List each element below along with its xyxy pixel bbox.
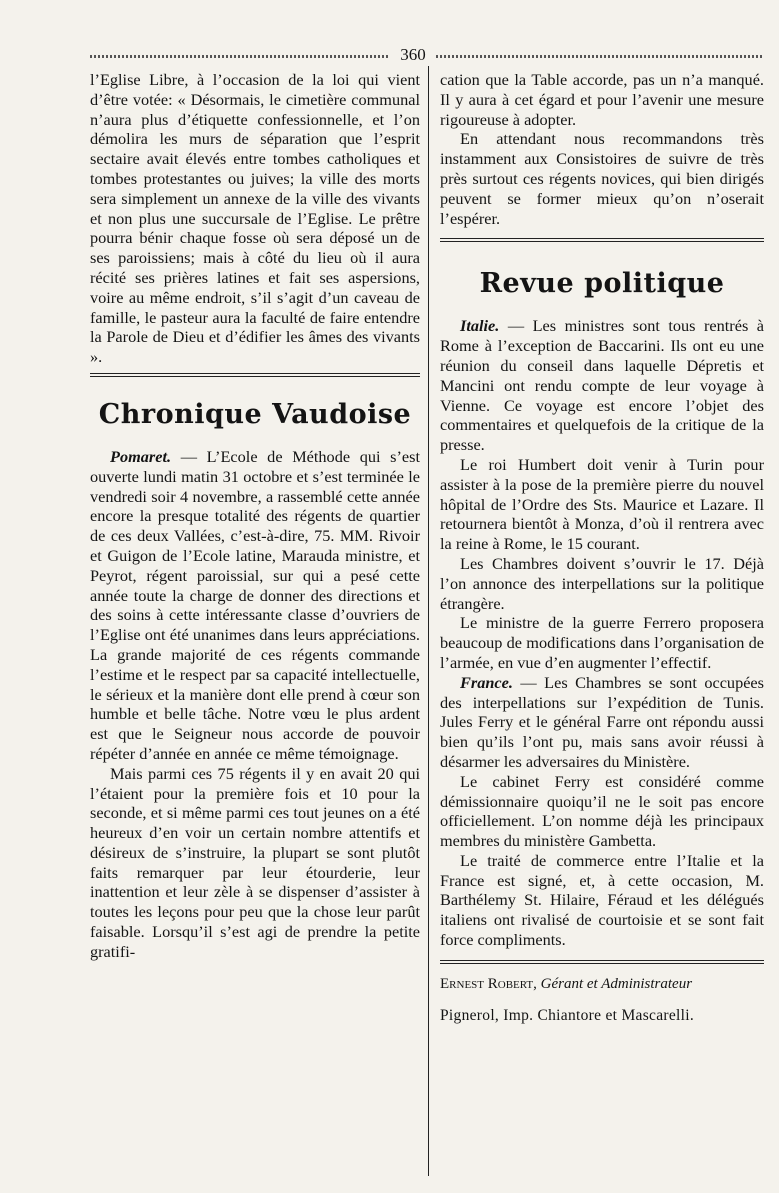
imprint-line: Pignerol, Imp. Chiantore et Mascarelli. [440, 1006, 695, 1024]
place-heading-france: France. [460, 672, 513, 692]
place-heading-pomaret: Pomaret. [110, 446, 172, 466]
right-column [440, 70, 764, 1026]
france-paragraph [440, 673, 764, 772]
italie-paragraph-2: Le roi Humbert doit venir à Turin pour assister à la pose de la première pierre du nouvel hôpital de l’Ordre des Sts. Maurice et Lazare. Il retournera bientôt à Monza, d’où il rentrera avec la reine à Rome, le 15 courant. [440, 454, 764, 554]
section-title-revue: Revue politique [479, 268, 725, 300]
france-paragraph-2: Le cabinet Ferry est considéré comme démissionnaire quoiqu’il ne le soit pas encore officiellement. L’on nomme déjà les principaux membres du ministère Gambetta. [440, 771, 764, 851]
france-text: — Les Chambres se sont occupées des interpellations sur l’expédition de Tunis. Jules Ferry et le général Farre ont répondu aussi bien qu’ils l’ont pu, mais sans avoir réussi à désarmer les adversaires du Ministère. [440, 672, 764, 771]
italie-paragraph-4: Le ministre de la guerre Ferrero proposera beaucoup de modifications dans l’organisation de l’armée, en vue d’en augmenter l’effectif. [440, 613, 764, 672]
italie-paragraph [440, 316, 764, 455]
signature-role: Gérant et Administrateur [536, 975, 693, 992]
pomaret-continuation: Mais parmi ces 75 régents il y en avait 20 qui l’étaient pour la première fois et 10 pour la seconde, et si même parmi ces tout jeunes on a été heureux d’en voir un certain nombre attentifs et désireux de s’instruire, la plupart se sont plutôt faits remarquer par leur étourderie, leur inattention et leur zèle à se dispenser d’assister à toutes les leçons pour peu que la chose leur parût faisable. Lorsqu’il s’est agi de prendre la petite gratifi- [90, 763, 420, 961]
continuation-paragraph: cation que la Table accorde, pas un n’a manqué. Il y aura à cet égard et pour l’avenir une mesure rigoureuse à adopter. [440, 70, 764, 129]
header-ornament-right [436, 55, 764, 58]
pomaret-paragraph [90, 447, 420, 764]
section-rule [440, 238, 764, 242]
section-title-chronique: Chronique Vaudoise [98, 398, 412, 430]
page-header [90, 46, 764, 64]
footer-rule [440, 960, 764, 964]
italie-paragraph-3: Les Chambres doivent s’ouvrir le 17. Déjà l’on annonce des interpellations sur la politique étrangère. [440, 553, 764, 613]
section-rule [90, 373, 420, 377]
column-divider [428, 66, 429, 1176]
place-heading-italie: Italie. [460, 316, 500, 336]
italie-text: — Les ministres sont tous rentrés à Rome à l’exception de Baccarini. Ils ont eu une réunion du conseil dans laquelle Dépretis et Mancini ont rendu compte de leur voyage à Vienne. Ce voyage est encore l’objet des commentaires et quelquefois de la critique de la presse. [440, 316, 764, 455]
recommendation-paragraph: En attendant nous recommandons très instamment aux Consistoires de suivre de très près surtout ces régents novices, qui bien dirigés peuvent se former mieux qu’on n’oserait l’espérer. [440, 129, 764, 228]
intro-paragraph: l’Eglise Libre, à l’occasion de la loi qui vient d’être votée: « Désormais, le cimetière communal n’aura plus d’étiquette confessionnelle, et l’on démolira les murs de séparation que l’esprit sectaire avait élevés entre tombes catholiques et tombes protestantes ou juives; la ville des morts sera simplement un annexe de la ville des vivants et non plus une succursale de l’Eglise. Le prêtre pourra bénir chaque fosse où sera déposé un de ses paroissiens; mais à côté du lieu où il aura récité ses prières latines et fait ses aspersions, voire au même endroit, s’il s’agit d’un caveau de famille, le pasteur aura la faculté de faire entendre la Parole de Dieu et d’édifier les âmes des vivants ». [90, 70, 420, 367]
page-number: 360 [400, 45, 426, 64]
header-ornament-left [90, 55, 390, 58]
pomaret-text: — L’Ecole de Méthode qui s’est ouverte lundi matin 31 octobre et s’est terminée le vendredi soir 4 novembre, a rassemblé cette année encore la presque totalité des régents de quartier de ces deux Vallées, c’est-à-dire, 75. MM. Rivoir et Guigon de l’Ecole latine, Marauda ministre, et Peyrot, régent paroissial, sur qui a pesé cette année toute la charge de donner des directions et des soins à cette intéressante classe d’ouvriers de l’Eglise ont été unanimes dans leurs appréciations. La grande majorité de ces régents commande l’estime et le respect par sa capacité intellectuelle, le sérieux et la manière dont elle prend à cœur son humble et belle tâche. Notre vœu le plus ardent est que le Seigneur nous accorde de pouvoir répéter d’année en année ce même témoignage. [90, 446, 420, 763]
signature-name: Ernest Robert, [440, 975, 537, 992]
left-column [90, 70, 420, 962]
france-paragraph-3: Le traité de commerce entre l’Italie et la France est signé, et, à cette occasion, M. Barthélemy St. Hilaire, Féraud et les délégués italiens ont rivalisé de courtoisie et se sont fait force compliments. [440, 850, 764, 950]
signature-line [440, 974, 764, 994]
